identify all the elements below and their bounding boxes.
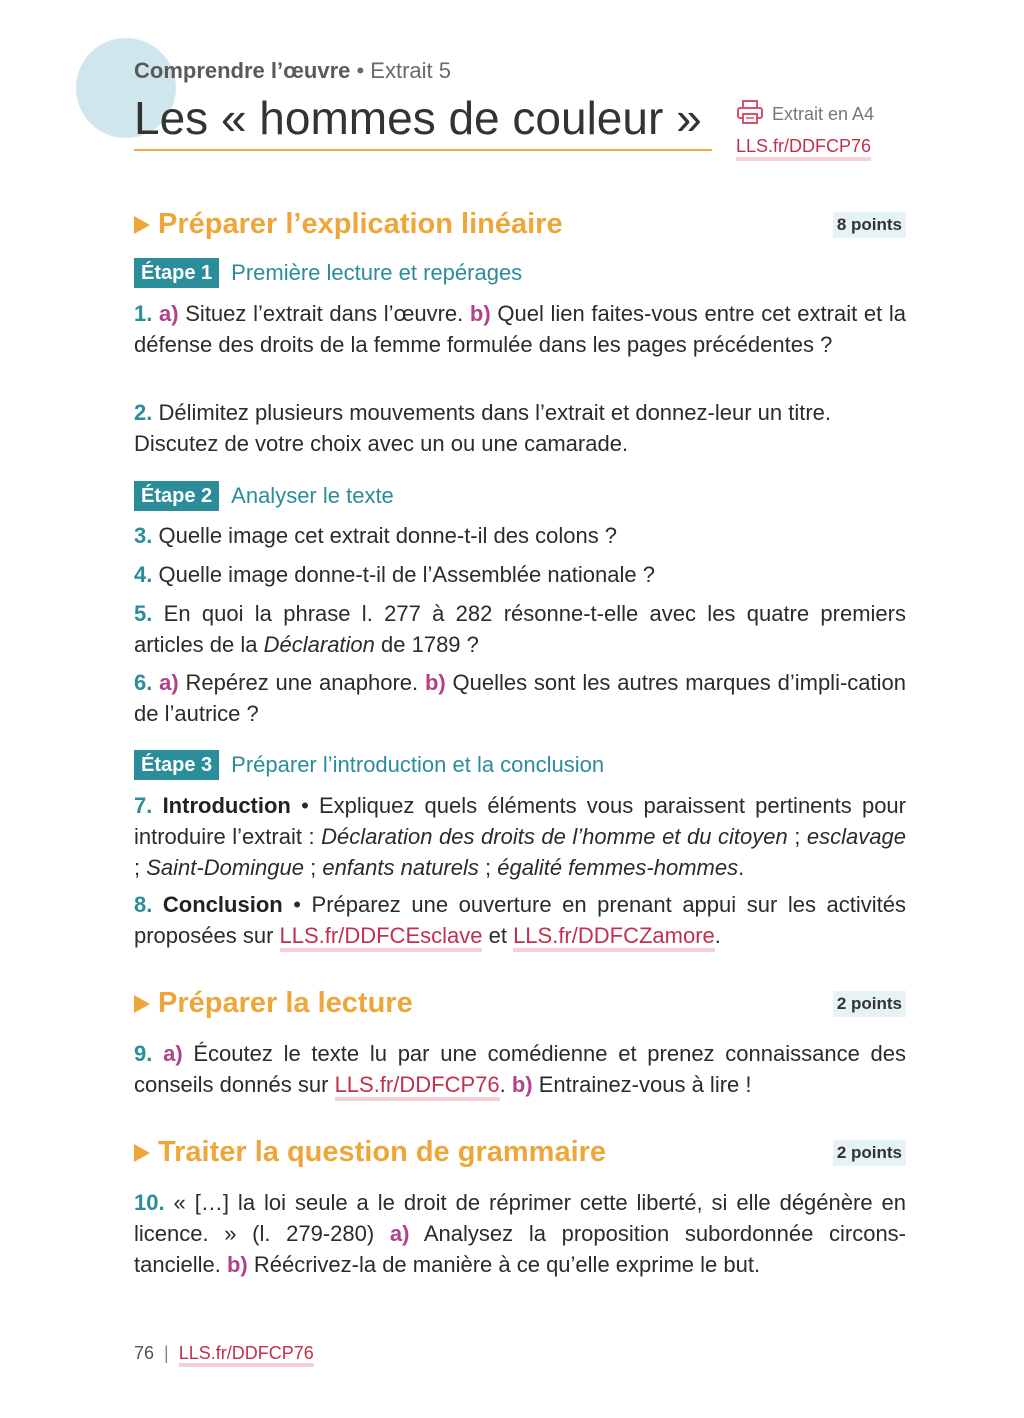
- printer-icon: [736, 100, 764, 129]
- etape-label: Analyser le texte: [231, 483, 394, 508]
- section-grammaire: [134, 1136, 906, 1169]
- triangle-icon: [134, 1144, 150, 1162]
- etape-2: [134, 481, 394, 511]
- section-lecture: [134, 987, 906, 1020]
- points-badge: 2 points: [833, 1140, 906, 1166]
- question-9: 9. a) Écoutez le texte lu par une comédienne et prenez connaissance des conseils donnés sur LLS.fr/DDFCP76. b) Entrainez-vous à lire !: [134, 1038, 906, 1100]
- triangle-icon: [134, 995, 150, 1013]
- question-1: 1. a) Situez l’extrait dans l’œuvre. b) Quel lien faites-vous entre cet extrait et la défense des droits de la femme formulée dans les pages précédentes ?: [134, 301, 906, 357]
- etape-tag: Étape 1: [134, 258, 219, 288]
- etape-3: [134, 750, 604, 780]
- section-explication: [134, 208, 906, 241]
- question-4: 4. Quelle image donne-t-il de l’Assemblée nationale ?: [134, 562, 655, 587]
- link-esclave[interactable]: LLS.fr/DDFCEsclave: [280, 923, 483, 952]
- page-title: Les « hommes de couleur »: [134, 92, 702, 144]
- link-zamore[interactable]: LLS.fr/DDFCZamore: [513, 923, 715, 952]
- question-10: 10. « […] la loi seule a le droit de réprimer cette liberté, si elle dégénère en licence. » (l. 279-280) a) Analysez la proposition subordonnée circons-tancielle. b) Réécrivez-la de manière à ce qu’elle exprime le but.: [134, 1190, 906, 1277]
- points-badge: 8 points: [833, 212, 906, 238]
- question-3: 3. Quelle image cet extrait donne-t-il des colons ?: [134, 523, 618, 548]
- question-7: 7. Introduction • Expliquez quels éléments vous paraissent pertinents pour introduire l’extrait : Déclaration des droits de l’homme et du citoyen ; esclavage ; Saint-Domingue ; enfants naturels ; égalité femmes-hommes.: [134, 793, 906, 880]
- link-ddfcp76[interactable]: LLS.fr/DDFCP76: [335, 1072, 500, 1101]
- etape-tag: Étape 3: [134, 750, 219, 780]
- etape-label: Préparer l’introduction et la conclusion: [231, 752, 605, 777]
- section-title: Préparer la lecture: [158, 987, 413, 1019]
- question-8: 8. Conclusion • Préparez une ouverture en prenant appui sur les activités proposées sur LLS.fr/DDFCEsclave et LLS.fr/DDFCZamore.: [134, 889, 906, 951]
- points-badge: 2 points: [833, 991, 906, 1017]
- footer-link[interactable]: LLS.fr/DDFCP76: [179, 1343, 314, 1367]
- footer-separator: |: [164, 1343, 169, 1363]
- etape-tag: Étape 2: [134, 481, 219, 511]
- section-title: Préparer l’explication linéaire: [158, 208, 563, 240]
- section-title: Traiter la question de grammaire: [158, 1136, 607, 1168]
- triangle-icon: [134, 216, 150, 234]
- a4-link[interactable]: LLS.fr/DDFCP76: [736, 135, 871, 161]
- title-underline: [134, 149, 712, 151]
- a4-label: Extrait en A4: [772, 104, 875, 124]
- question-5: 5. En quoi la phrase l. 277 à 282 résonne-t-elle avec les quatre premiers articles de la Déclaration de 1789 ?: [134, 601, 906, 657]
- page-footer: [134, 1343, 314, 1364]
- etape-label: Première lecture et repérages: [231, 260, 523, 285]
- question-2: 2. Délimitez plusieurs mouvements dans l’extrait et donnez-leur un titre. Discutez de votre choix avec un ou une camarade.: [134, 400, 831, 456]
- question-6: 6. a) Repérez une anaphore. b) Quelles sont les autres marques d’impli-cation de l’autrice ?: [134, 670, 906, 726]
- etape-1: [134, 258, 522, 288]
- page-number: 76: [134, 1343, 155, 1363]
- a4-extract-box: [736, 100, 874, 161]
- chapter-kicker: Comprendre l’œuvre • Extrait 5: [134, 58, 451, 83]
